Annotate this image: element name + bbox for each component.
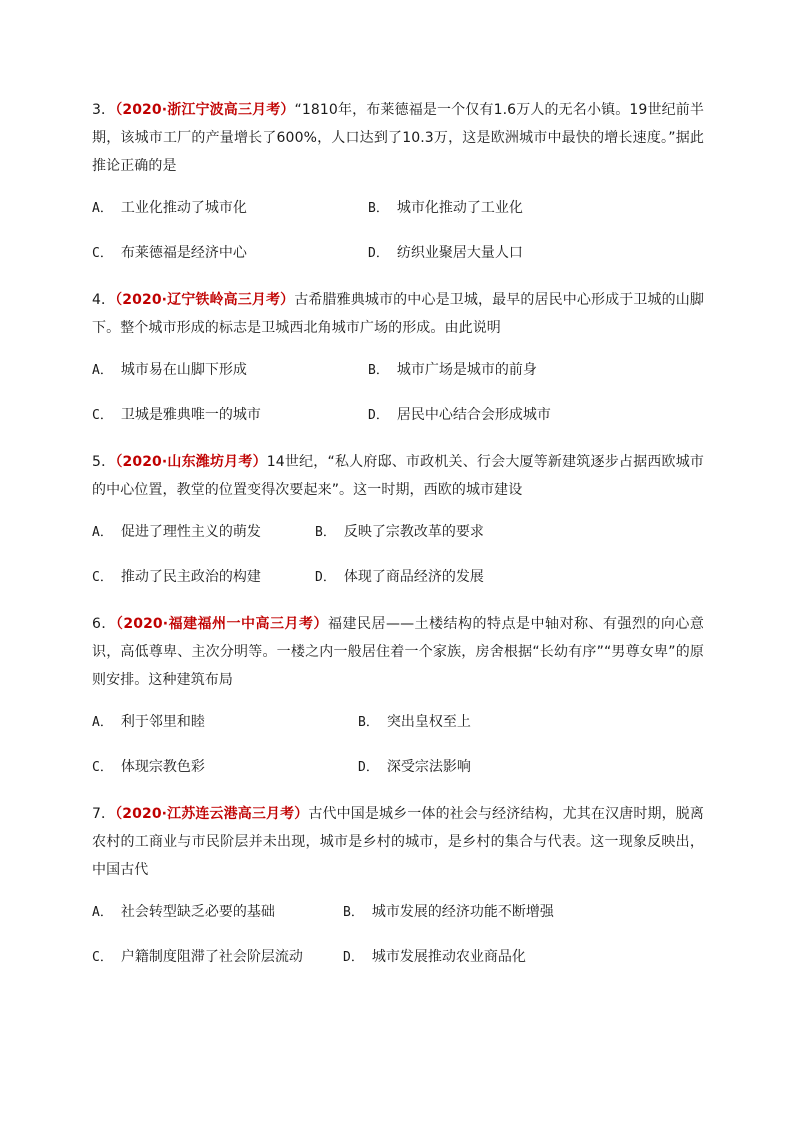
option-letter: A． [92, 715, 113, 730]
question-source: （2020·浙江宁波高三月考） [115, 102, 295, 118]
option-text: 促进了理性主义的萌发 [120, 524, 261, 540]
question-number: 4． [92, 292, 116, 308]
question-7 [92, 800, 704, 970]
option-text: 纺织业聚居大量人口 [396, 245, 523, 261]
question-6 [92, 610, 704, 780]
question-stem [92, 448, 704, 504]
option-b[interactable] [343, 900, 554, 925]
option-text: 突出皇权至上 [386, 714, 471, 730]
option-letter: B． [358, 715, 379, 730]
option-a[interactable] [92, 196, 368, 221]
question-number: 6． [92, 616, 116, 632]
option-text: 工业化推动了城市化 [120, 200, 247, 216]
question-text: 福建民居——土楼结构的特点是中轴对称、有强烈的向心意识，高低尊卑、主次分明等。一楼之内一般居住着一个家族，房舍根据“长幼有序”“男尊女卑”的原则安排。这种建筑布局 [92, 616, 705, 688]
option-text: 反映了宗教改革的要求 [343, 524, 484, 540]
options-row [92, 241, 704, 266]
option-letter: D． [358, 760, 379, 775]
question-number: 5． [92, 454, 116, 470]
question-stem [92, 286, 704, 342]
option-b[interactable] [368, 196, 523, 221]
option-text: 深受宗法影响 [386, 759, 471, 775]
question-stem [92, 800, 704, 884]
question-stem [92, 610, 704, 694]
option-letter: B． [315, 525, 336, 540]
option-text: 城市易在山脚下形成 [120, 362, 247, 378]
option-b[interactable] [358, 710, 471, 735]
question-3 [92, 96, 704, 266]
option-text: 城市发展推动农业商品化 [371, 949, 526, 965]
options-row [92, 755, 704, 780]
option-c[interactable] [92, 241, 368, 266]
question-source: （2020·山东潍坊月考） [115, 454, 267, 470]
answer-options [92, 710, 704, 780]
question-source: （2020·江苏连云港高三月考） [115, 806, 309, 822]
option-text: 体现宗教色彩 [120, 759, 205, 775]
options-row [92, 945, 704, 970]
option-letter: B． [368, 363, 389, 378]
option-letter: C． [92, 760, 113, 775]
answer-options [92, 900, 704, 970]
question-number: 7． [92, 806, 116, 822]
options-row [92, 196, 704, 221]
question-text: “1810年，布莱德福是一个仅有1.6万人的无名小镇。19世纪前半期，该城市工厂的产量增长了600%，人口达到了10.3万，这是欧洲城市中最快的增长速度。”据此推论正确的是 [92, 102, 704, 174]
options-row [92, 565, 704, 590]
option-letter: C． [92, 570, 113, 585]
option-c[interactable] [92, 403, 368, 428]
option-a[interactable] [92, 710, 358, 735]
option-letter: C． [92, 950, 113, 965]
option-text: 居民中心结合会形成城市 [396, 407, 551, 423]
option-a[interactable] [92, 900, 343, 925]
option-text: 推动了民主政治的构建 [120, 569, 261, 585]
option-letter: C． [92, 408, 113, 423]
question-number: 3． [92, 102, 116, 118]
question-5 [92, 448, 704, 590]
answer-options [92, 196, 704, 266]
option-text: 城市化推动了工业化 [396, 200, 523, 216]
question-text: 14世纪，“私人府邸、市政机关、行会大厦等新建筑逐步占据西欧城市的中心位置，教堂的位置变得次要起来”。这一时期，西欧的城市建设 [92, 454, 704, 498]
option-letter: C． [92, 246, 113, 261]
option-d[interactable] [315, 565, 484, 590]
option-text: 户籍制度阻滞了社会阶层流动 [120, 949, 303, 965]
option-letter: A． [92, 363, 113, 378]
option-d[interactable] [368, 403, 551, 428]
options-row [92, 710, 704, 735]
options-row [92, 520, 704, 545]
question-source: （2020·福建福州一中高三月考） [115, 616, 328, 632]
question-stem [92, 96, 704, 180]
option-text: 利于邻里和睦 [120, 714, 205, 730]
question-text: 古希腊雅典城市的中心是卫城，最早的居民中心形成于卫城的山脚下。整个城市形成的标志是卫城西北角城市广场的形成。由此说明 [92, 292, 704, 336]
option-letter: B． [343, 905, 364, 920]
option-c[interactable] [92, 945, 343, 970]
option-c[interactable] [92, 565, 315, 590]
options-row [92, 900, 704, 925]
option-c[interactable] [92, 755, 358, 780]
answer-options [92, 520, 704, 590]
option-letter: A． [92, 525, 113, 540]
question-sheet [92, 96, 704, 990]
option-text: 城市广场是城市的前身 [396, 362, 537, 378]
option-text: 社会转型缺乏必要的基础 [120, 904, 275, 920]
option-letter: D． [343, 950, 364, 965]
question-4 [92, 286, 704, 428]
option-d[interactable] [358, 755, 471, 780]
question-source: （2020·辽宁铁岭高三月考） [115, 292, 295, 308]
option-letter: A． [92, 905, 113, 920]
option-letter: B． [368, 201, 389, 216]
option-text: 体现了商品经济的发展 [343, 569, 484, 585]
option-d[interactable] [368, 241, 523, 266]
options-row [92, 358, 704, 383]
option-letter: D． [315, 570, 336, 585]
option-text: 城市发展的经济功能不断增强 [371, 904, 554, 920]
option-b[interactable] [368, 358, 537, 383]
option-letter: D． [368, 408, 389, 423]
option-a[interactable] [92, 358, 368, 383]
option-text: 布莱德福是经济中心 [120, 245, 247, 261]
option-b[interactable] [315, 520, 484, 545]
answer-options [92, 358, 704, 428]
question-text: 古代中国是城乡一体的社会与经济结构，尤其在汉唐时期，脱离农村的工商业与市民阶层并未出现，城市是乡村的城市，是乡村的集合与代表。这一现象反映出，中国古代 [92, 806, 704, 878]
option-text: 卫城是雅典唯一的城市 [120, 407, 261, 423]
option-d[interactable] [343, 945, 526, 970]
option-letter: A． [92, 201, 113, 216]
options-row [92, 403, 704, 428]
option-letter: D． [368, 246, 389, 261]
option-a[interactable] [92, 520, 315, 545]
